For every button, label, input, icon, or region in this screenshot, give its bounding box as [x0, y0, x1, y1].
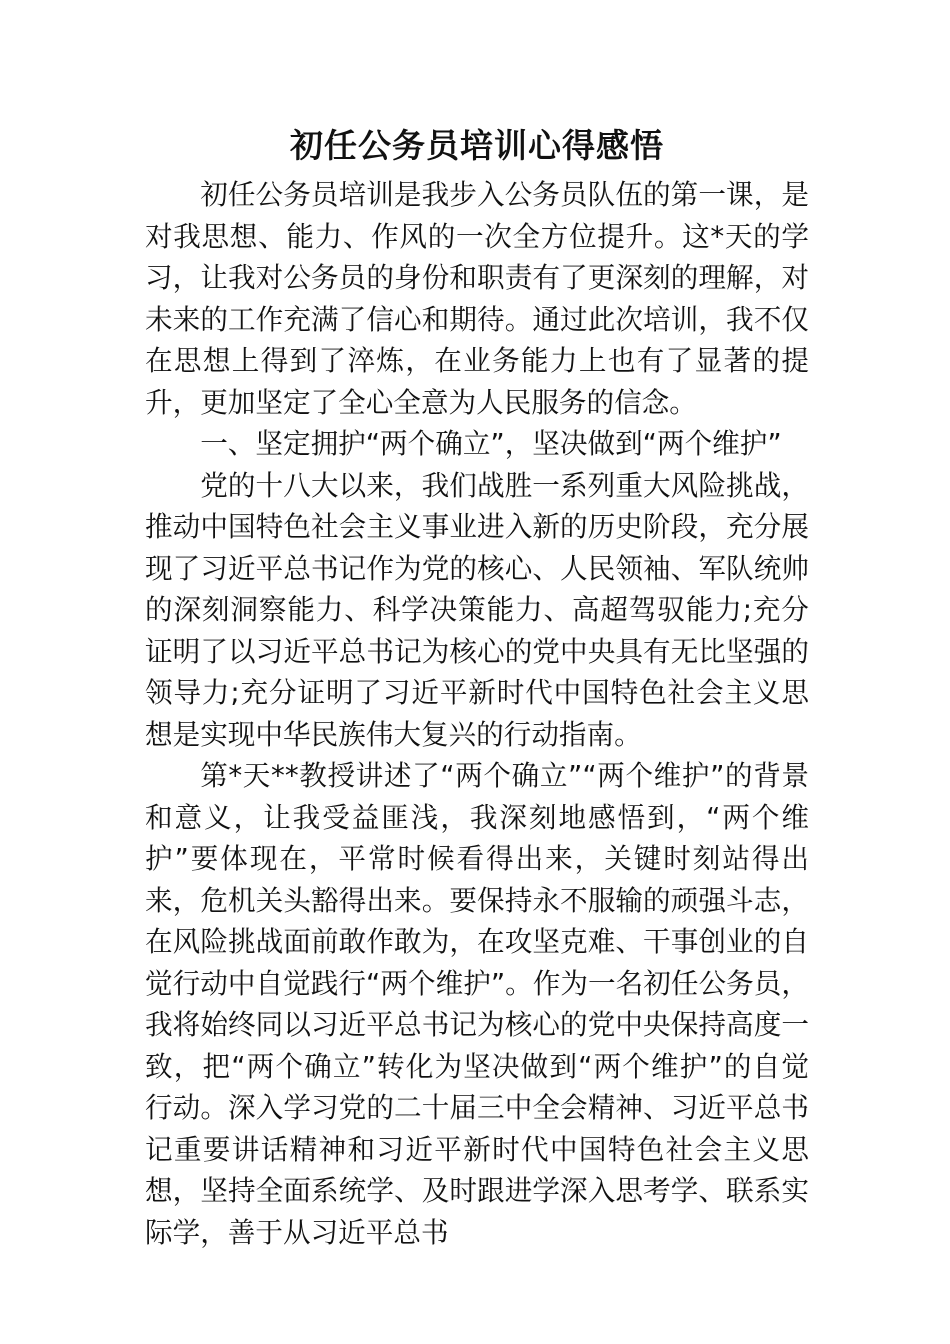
- section-heading: 一、坚定拥护“两个确立”，坚决做到“两个维护”: [200, 427, 782, 460]
- intro-paragraph: 初任公务员培训是我步入公务员队伍的第一课，是对我思想、能力、作风的一次全方位提升。这*天的学习，让我对公务员的身份和职责有了更深刻的理解，对未来的工作充满了信心和期待。通过此次培训，我不仅在思想上得到了淬炼，在业务能力上也有了显著的提升，更加坚定了全心全意为人民服务的信念。: [145, 178, 809, 419]
- document-page: [145, 118, 809, 1253]
- body-paragraph-2: 第*天**教授讲述了“两个确立”“两个维护”的背景和意义，让我受益匪浅，我深刻地感悟到，“两个维护”要体现在，平常时候看得出来，关键时刻站得出来，危机关头豁得出来。要保持永不服输的顽强斗志，在风险挑战面前敢作敢为，在攻坚克难、干事创业的自觉行动中自觉践行“两个维护”。作为一名初任公务员，我将始终同以习近平总书记为核心的党中央保持高度一致，把“两个确立”转化为坚决做到“两个维护”的自觉行动。深入学习党的二十届三中全会精神、习近平总书记重要讲话精神和习近平新时代中国特色社会主义思想，坚持全面系统学、及时跟进学深入思考学、联系实际学，善于从习近平总书: [145, 759, 809, 1249]
- document-title: 初任公务员培训心得感悟: [290, 126, 664, 165]
- body-paragraph-1: 党的十八大以来，我们战胜一系列重大风险挑战，推动中国特色社会主义事业进入新的历史阶段，充分展现了习近平总书记作为党的核心、人民领袖、军队统帅的深刻洞察能力、科学决策能力、高超驾驭能力;充分证明了以习近平总书记为核心的党中央具有无比坚强的领导力;充分证明了习近平新时代中国特色社会主义思想是实现中华民族伟大复兴的行动指南。: [145, 468, 809, 751]
